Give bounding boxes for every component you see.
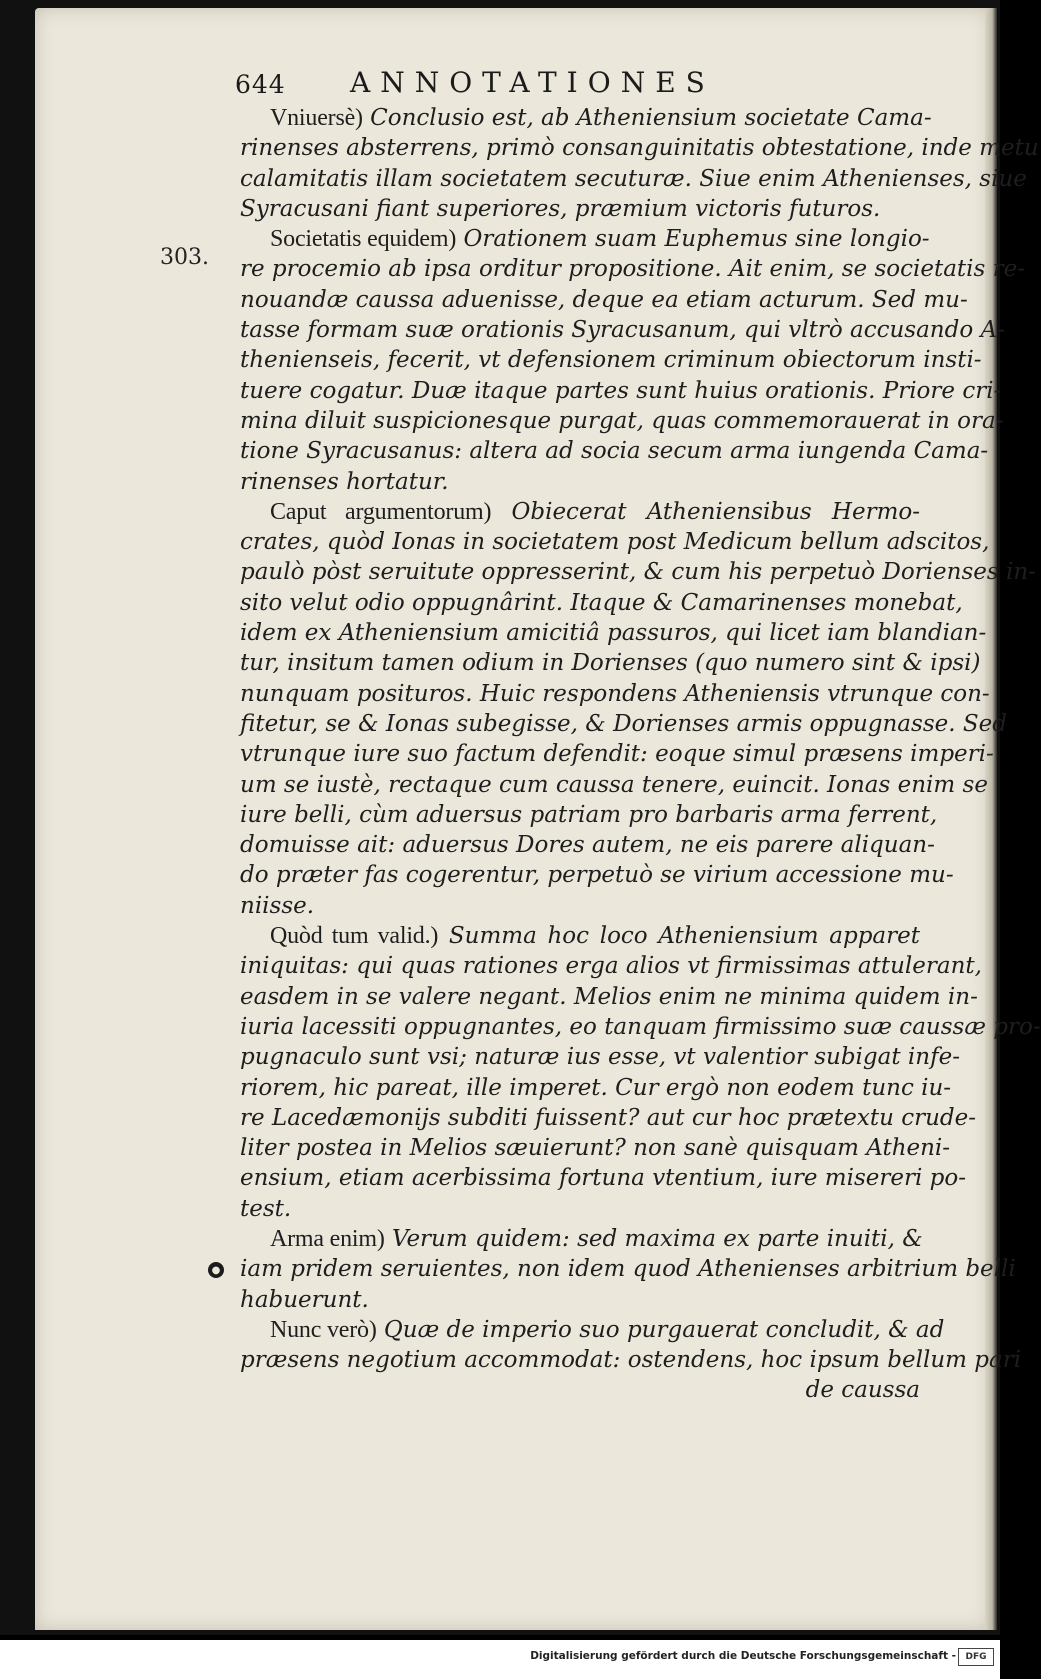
lemma-heading: Quòd tum valid.) — [270, 923, 439, 950]
text-line — [240, 679, 990, 709]
text-line — [240, 224, 930, 254]
text-line — [240, 709, 1007, 739]
lemma-heading: Arma enim) — [270, 1225, 385, 1252]
line-text: thenienseis, fecerit, vt defensionem criminum obiectorum insti- — [240, 347, 982, 374]
line-text: Quæ de imperio suo purgauerat concludit, & ad — [376, 1316, 945, 1343]
text-line — [240, 739, 994, 769]
line-text: iuria lacessiti oppugnantes, eo tanquam firmissimo suæ caussæ pro- — [240, 1013, 1041, 1040]
text-line — [240, 770, 988, 800]
text-line — [240, 133, 1039, 163]
line-text: Orationem suam Euphemus sine longio- — [456, 226, 930, 253]
line-text: Summa hoc loco Atheniensium apparet — [438, 923, 920, 950]
text-line — [240, 1345, 1022, 1375]
line-text: re procemio ab ipsa orditur propositione. Ait enim, se societatis re- — [240, 256, 1026, 283]
text-line — [240, 406, 1004, 436]
text-line — [240, 1375, 920, 1405]
text-line — [240, 1073, 952, 1103]
line-text: sito velut odio oppugnârint. Itaque & Camarinenses monebat, — [240, 589, 963, 616]
text-line — [240, 194, 920, 224]
page-edge — [985, 8, 997, 1630]
line-text: vtrunque iure suo factum defendit: eoque simul præsens imperi- — [240, 741, 994, 768]
line-text: pugnaculo sunt vsi; naturæ ius esse, vt valentior subigat infe- — [240, 1044, 960, 1071]
text-line — [240, 497, 920, 527]
lemma-heading: Societatis equidem) — [270, 226, 457, 253]
running-title: ANNOTATIONES — [350, 66, 715, 99]
line-text: mina diluit suspicionesque purgat, quas commemorauerat in ora- — [240, 407, 1004, 434]
text-line — [240, 921, 920, 951]
line-text: tasse formam suæ orationis Syracusanum, qui vltrò accusando A- — [240, 317, 1005, 344]
line-text: fitetur, se & Ionas subegisse, & Dorienses armis oppugnasse. Sed — [240, 710, 1007, 737]
annotation-text — [240, 103, 1041, 1406]
text-line — [240, 588, 963, 618]
text-line — [240, 1285, 920, 1315]
margin-number: 303. — [160, 245, 209, 270]
line-text: Conclusio est, ab Atheniensium societate Cama- — [362, 105, 932, 131]
manicule-icon: ● — [208, 1262, 224, 1278]
line-text: nunquam posituros. Huic respondens Atheniensis vtrunque con- — [240, 680, 990, 707]
text-line — [240, 315, 1005, 345]
page-number: 644 — [235, 70, 286, 99]
line-text: iure belli, cùm aduersus patriam pro barbaris arma ferrent, — [240, 801, 938, 828]
text-line — [240, 254, 1026, 284]
text-line — [240, 557, 1036, 587]
line-text: re Lacedæmonijs subditi fuissent? aut cur hoc prætextu crude- — [240, 1104, 976, 1131]
line-text: riorem, hic pareat, ille imperet. Cur ergò non eodem tunc iu- — [240, 1074, 952, 1101]
line-text: habuerunt. — [240, 1286, 369, 1313]
line-text: paulò pòst seruitute oppresserint, & cum his perpetuò Dorienses in- — [240, 559, 1036, 586]
text-line — [240, 376, 1002, 406]
line-text: idem ex Atheniensium amicitiâ passuros, qui licet iam blandian- — [240, 620, 987, 647]
text-line — [240, 1315, 945, 1345]
text-line — [240, 800, 938, 830]
text-line — [240, 648, 981, 678]
lemma-heading: Caput argumentorum) — [270, 498, 492, 525]
line-text: liter postea in Melios sæuierunt? non sanè quisquam Atheni- — [240, 1135, 951, 1162]
line-text: nouandæ caussa aduenisse, deque ea etiam acturum. Sed mu- — [240, 286, 968, 313]
text-line — [240, 1224, 923, 1254]
dfg-logo-icon: DFG — [958, 1648, 994, 1666]
line-text: do præter fas cogerentur, perpetuò se virium accessione mu- — [240, 862, 954, 889]
line-text: de caussa — [805, 1377, 920, 1404]
line-text: test. — [240, 1195, 292, 1222]
line-text: tione Syracusanus: altera ad socia secum arma iungenda Cama- — [240, 438, 989, 465]
digitization-footer — [0, 1640, 1000, 1679]
text-line — [240, 436, 989, 466]
text-line — [240, 618, 987, 648]
text-line — [240, 345, 982, 375]
line-text: Verum quidem: sed maxima ex parte inuiti, & — [384, 1225, 923, 1252]
text-line — [240, 891, 920, 921]
text-line — [240, 1163, 966, 1193]
line-text: iniquitas: qui quas rationes erga alios vt firmissimas attulerant, — [240, 953, 982, 980]
text-line — [240, 1012, 1041, 1042]
line-text: domuisse ait: aduersus Dores autem, ne eis parere aliquan- — [240, 832, 935, 859]
line-text: crates, quòd Ionas in societatem post Medicum bellum adscitos, — [240, 529, 990, 556]
footer-credit: Digitalisierung gefördert durch die Deutsche Forschungsgemeinschaft - — [530, 1650, 956, 1662]
text-line — [240, 1194, 920, 1224]
text-line — [240, 1254, 1016, 1284]
text-line — [240, 982, 978, 1012]
line-text: easdem in se valere negant. Melios enim ne minima quidem in- — [240, 983, 978, 1010]
line-text: Syracusani fiant superiores, præmium victoris futuros. — [240, 195, 881, 222]
lemma-heading: Nunc verò) — [270, 1316, 377, 1343]
text-line — [240, 1042, 960, 1072]
line-text: Obiecerat Atheniensibus Hermo- — [491, 498, 920, 525]
line-text: tuere cogatur. Duæ itaque partes sunt huius orationis. Priore cri- — [240, 377, 1002, 404]
text-line — [240, 1103, 976, 1133]
line-text: præsens negotium accommodat: ostendens, hoc ipsum bellum pari — [240, 1347, 1022, 1374]
text-line — [240, 830, 935, 860]
line-text: iam pridem seruientes, non idem quod Athenienses arbitrium belli — [240, 1256, 1016, 1283]
text-line — [240, 527, 990, 557]
text-line — [240, 285, 968, 315]
line-text: rinenses hortatur. — [240, 468, 449, 495]
text-line — [240, 164, 1027, 194]
line-text: niisse. — [240, 892, 315, 919]
lemma-heading: Vniuersè) — [270, 105, 363, 131]
line-text: tur, insitum tamen odium in Dorienses (quo numero sint & ipsi) — [240, 650, 981, 677]
text-line — [240, 467, 920, 497]
line-text: um se iustè, rectaque cum caussa tenere, euincit. Ionas enim se — [240, 771, 988, 798]
text-line — [240, 103, 932, 133]
line-text: rinenses absterrens, primò consanguinitatis obtestatione, inde metu — [240, 135, 1039, 162]
text-line — [240, 860, 954, 890]
line-text: ensium, etiam acerbissima fortuna vtentium, iure misereri po- — [240, 1165, 966, 1192]
text-line — [240, 951, 982, 981]
text-line — [240, 1133, 951, 1163]
line-text: calamitatis illam societatem secuturæ. Siue enim Athenienses, siue — [240, 165, 1027, 192]
